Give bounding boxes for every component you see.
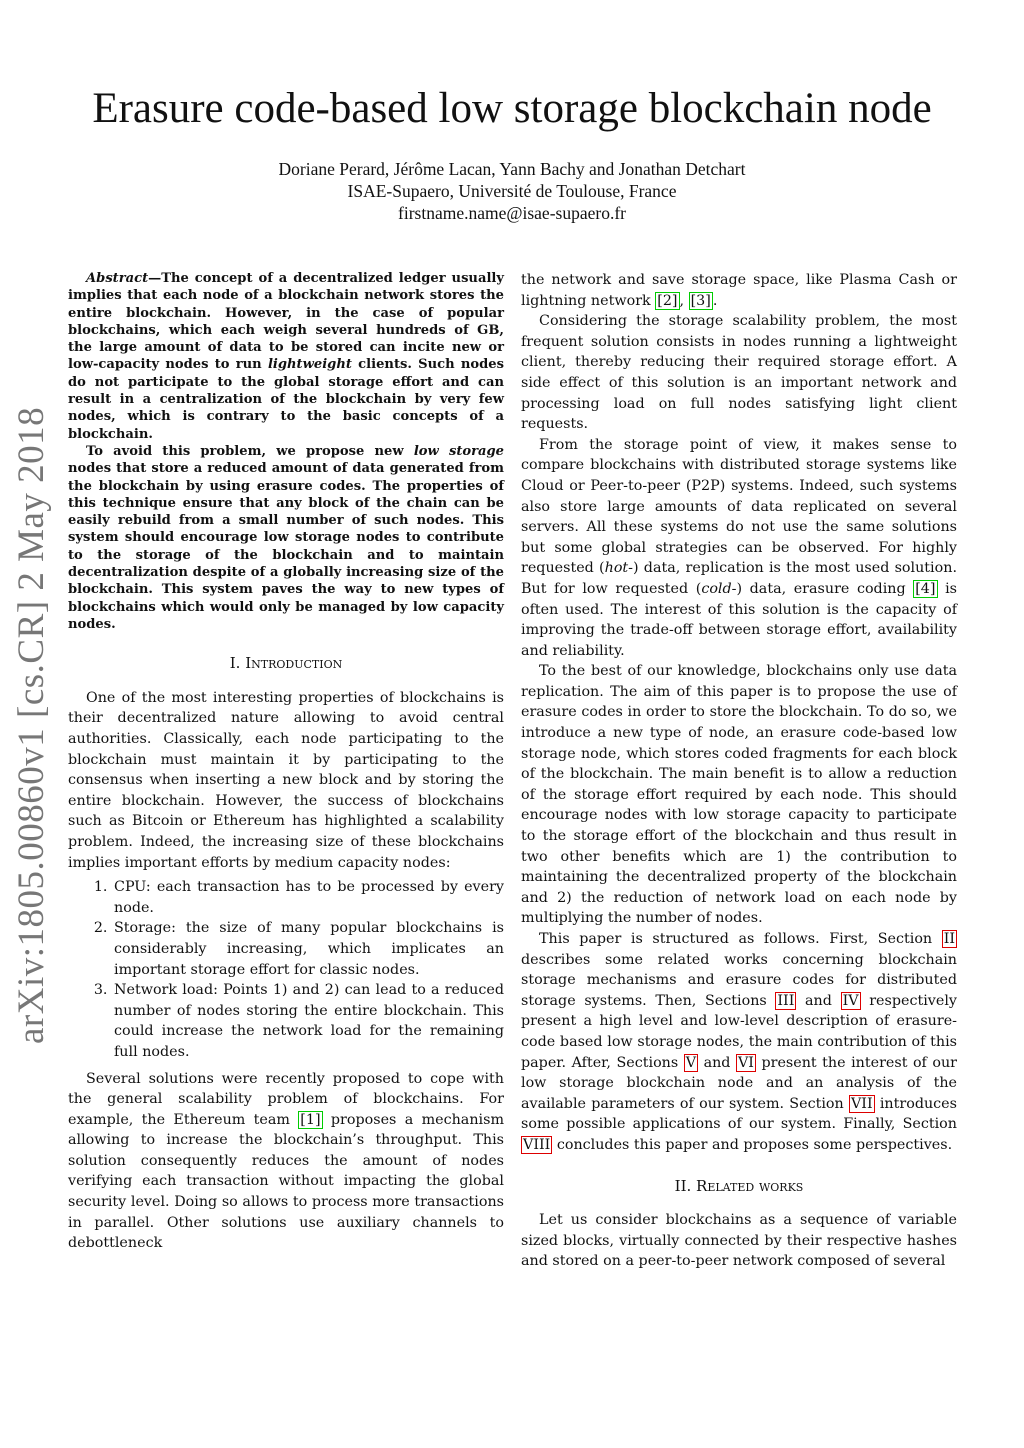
section-heading-related-works: II. Related works: [674, 1176, 804, 1195]
list-item: 2. Storage: the size of many popular blockchains is considerably increasing, which implicates an important storage effort for classic nodes.: [112, 918, 504, 980]
intro-paragraph-4: Considering the storage scalability problem, the most frequent solution consists in nodes running a lightweight client, thereby reducing their required storage effort. A side effect of this solution is an important network and processing load on full nodes satisfying light client requests.: [521, 313, 957, 433]
intro-paragraph-6: To the best of our knowledge, blockchains only use data replication. The aim of this paper is to propose the use of erasure codes in order to store the blockchain. To do so, we introduce a new type of node, an erasure code-based low storage node, which stores coded fragments for each block of the blockchain. The main benefit is to allow a reduction of the storage effort required by each node. This should encourage nodes with low storage capacity to participate to the storage effort of the blockchain and thus result in two other benefits which are 1) the contribution to maintaining the decentralized property of the blockchain and 2) the reduction of network load on each node by multiplying the number of nodes.: [521, 663, 957, 927]
right-column: [521, 270, 957, 1272]
section-link[interactable]: VIII: [523, 1136, 551, 1153]
paper-title: Erasure code-based low storage blockchain node: [92, 85, 932, 132]
section-link[interactable]: V: [685, 1054, 697, 1071]
intro-paragraph-3: the network and save storage space, like Plasma Cash or lightning network [2] , [3] .: [521, 272, 957, 309]
intro-paragraph-7: This paper is structured as follows. First, Section II describes some related works concerning blockchain storage mechanisms and erasure codes for distributed storage systems. Then, Sections III and IV respectively present a high level and low-level description of erasure-code based low storage nodes, the main contribution of this paper. After, Sections V and VI present the interest of our low storage blockchain node and an analysis of the available parameters of our system. Section VII introduces some possible applications of our system. Finally, Section VIII concludes this paper and proposes some perspectives.: [521, 931, 958, 1153]
section-link[interactable]: IV: [842, 992, 859, 1009]
related-paragraph-1: Let us consider blockchains as a sequence of variable sized blocks, virtually connected by their respective hashes and stored on a peer-to-peer network composed of several: [521, 1212, 957, 1270]
abstract: [68, 270, 504, 633]
citation-link[interactable]: [1]: [300, 1111, 321, 1128]
email: firstname.name@isae-supaero.fr: [398, 203, 626, 223]
abstract-paragraph-2: To avoid this problem, we propose new low storage nodes that store a reduced amount of data generated from the blockchain by using erasure codes. The properties of this technique ensure that any block of the chain can be easily rebuild from a small number of such nodes. This system should encourage low storage nodes to contribute to the storage of the blockchain and to maintain decentralization despite of a globally increasing size of the blockchain. This system paves the way to new types of blockchains which would only be managed by low capacity nodes.: [68, 443, 504, 632]
efforts-list: [68, 877, 504, 1062]
section-link[interactable]: VI: [737, 1054, 754, 1071]
citation-link[interactable]: [2]: [657, 292, 678, 309]
section-link[interactable]: VII: [850, 1095, 873, 1112]
list-item: 1. CPU: each transaction has to be processed by every node.: [112, 877, 504, 918]
authors: Doriane Perard, Jérôme Lacan, Yann Bachy and Jonathan Detchart: [278, 159, 746, 179]
section-link[interactable]: III: [777, 992, 795, 1009]
abstract-label: Abstract: [86, 271, 149, 286]
citation-link[interactable]: [4]: [915, 580, 936, 597]
abstract-paragraph-1: Abstract—The concept of a decentralized ledger usually implies that each node of a blockchain network stores the entire blockchain. However, in the case of popular blockchains, which each weigh several hundreds of GB, the large amount of data to be stored can incite new or low-capacity nodes to run lightweight clients. Such nodes do not participate to the global storage effort and can result in a centralization of the blockchain by very few nodes, which is contrary to the basic concepts of a blockchain.: [68, 271, 504, 442]
author-block: [0, 158, 1024, 224]
intro-paragraph-2: Several solutions were recently proposed to cope with the general scalability problem of blockchains. For example, the Ethereum team [1] proposes a mechanism allowing to increase the blockchain’s throughput. This solution consequently reduces the amount of nodes verifying each transaction without impacting the global security level. Doing so allows to process more transactions in parallel. Other solutions use auxiliary channels to debottleneck: [68, 1070, 505, 1252]
affiliation: ISAE-Supaero, Université de Toulouse, France: [347, 181, 677, 201]
section-link[interactable]: II: [943, 931, 955, 947]
list-item: 3. Network load: Points 1) and 2) can lead to a reduced number of nodes storing the entire blockchain. This could increase the network load for the remaining full nodes.: [112, 980, 504, 1062]
arxiv-identifier: arXiv:1805.00860v1 [cs.CR] 2 May 2018: [11, 406, 52, 1044]
intro-paragraph-5: From the storage point of view, it makes sense to compare blockchains with distributed storage systems like Cloud or Peer-to-peer (P2P) systems. Indeed, such systems also store large amounts of data replicated on several servers. All these systems do not use the same solutions but some global strategies can be observed. For highly requested (hot-) data, replication is the most used solution. But for low requested (cold-) data, erasure coding [4] is often used. The interest of this solution is the capacity of improving the trade-off between storage effort, availability and reliability.: [521, 436, 957, 659]
section-heading-introduction: I. Introduction: [229, 654, 343, 673]
left-column: [68, 270, 504, 1254]
intro-paragraph-1: One of the most interesting properties of blockchains is their decentralized nature allowing to avoid central authorities. Classically, each node participating to the blockchain must maintain it by participating to the consensus when inserting a new block and by storing the entire blockchain. However, the success of blockchains such as Bitcoin or Ethereum has highlighted a scalability problem. Indeed, the increasing size of these blockchains implies important efforts by medium capacity nodes:: [68, 689, 504, 871]
citation-link[interactable]: [3]: [690, 292, 711, 309]
